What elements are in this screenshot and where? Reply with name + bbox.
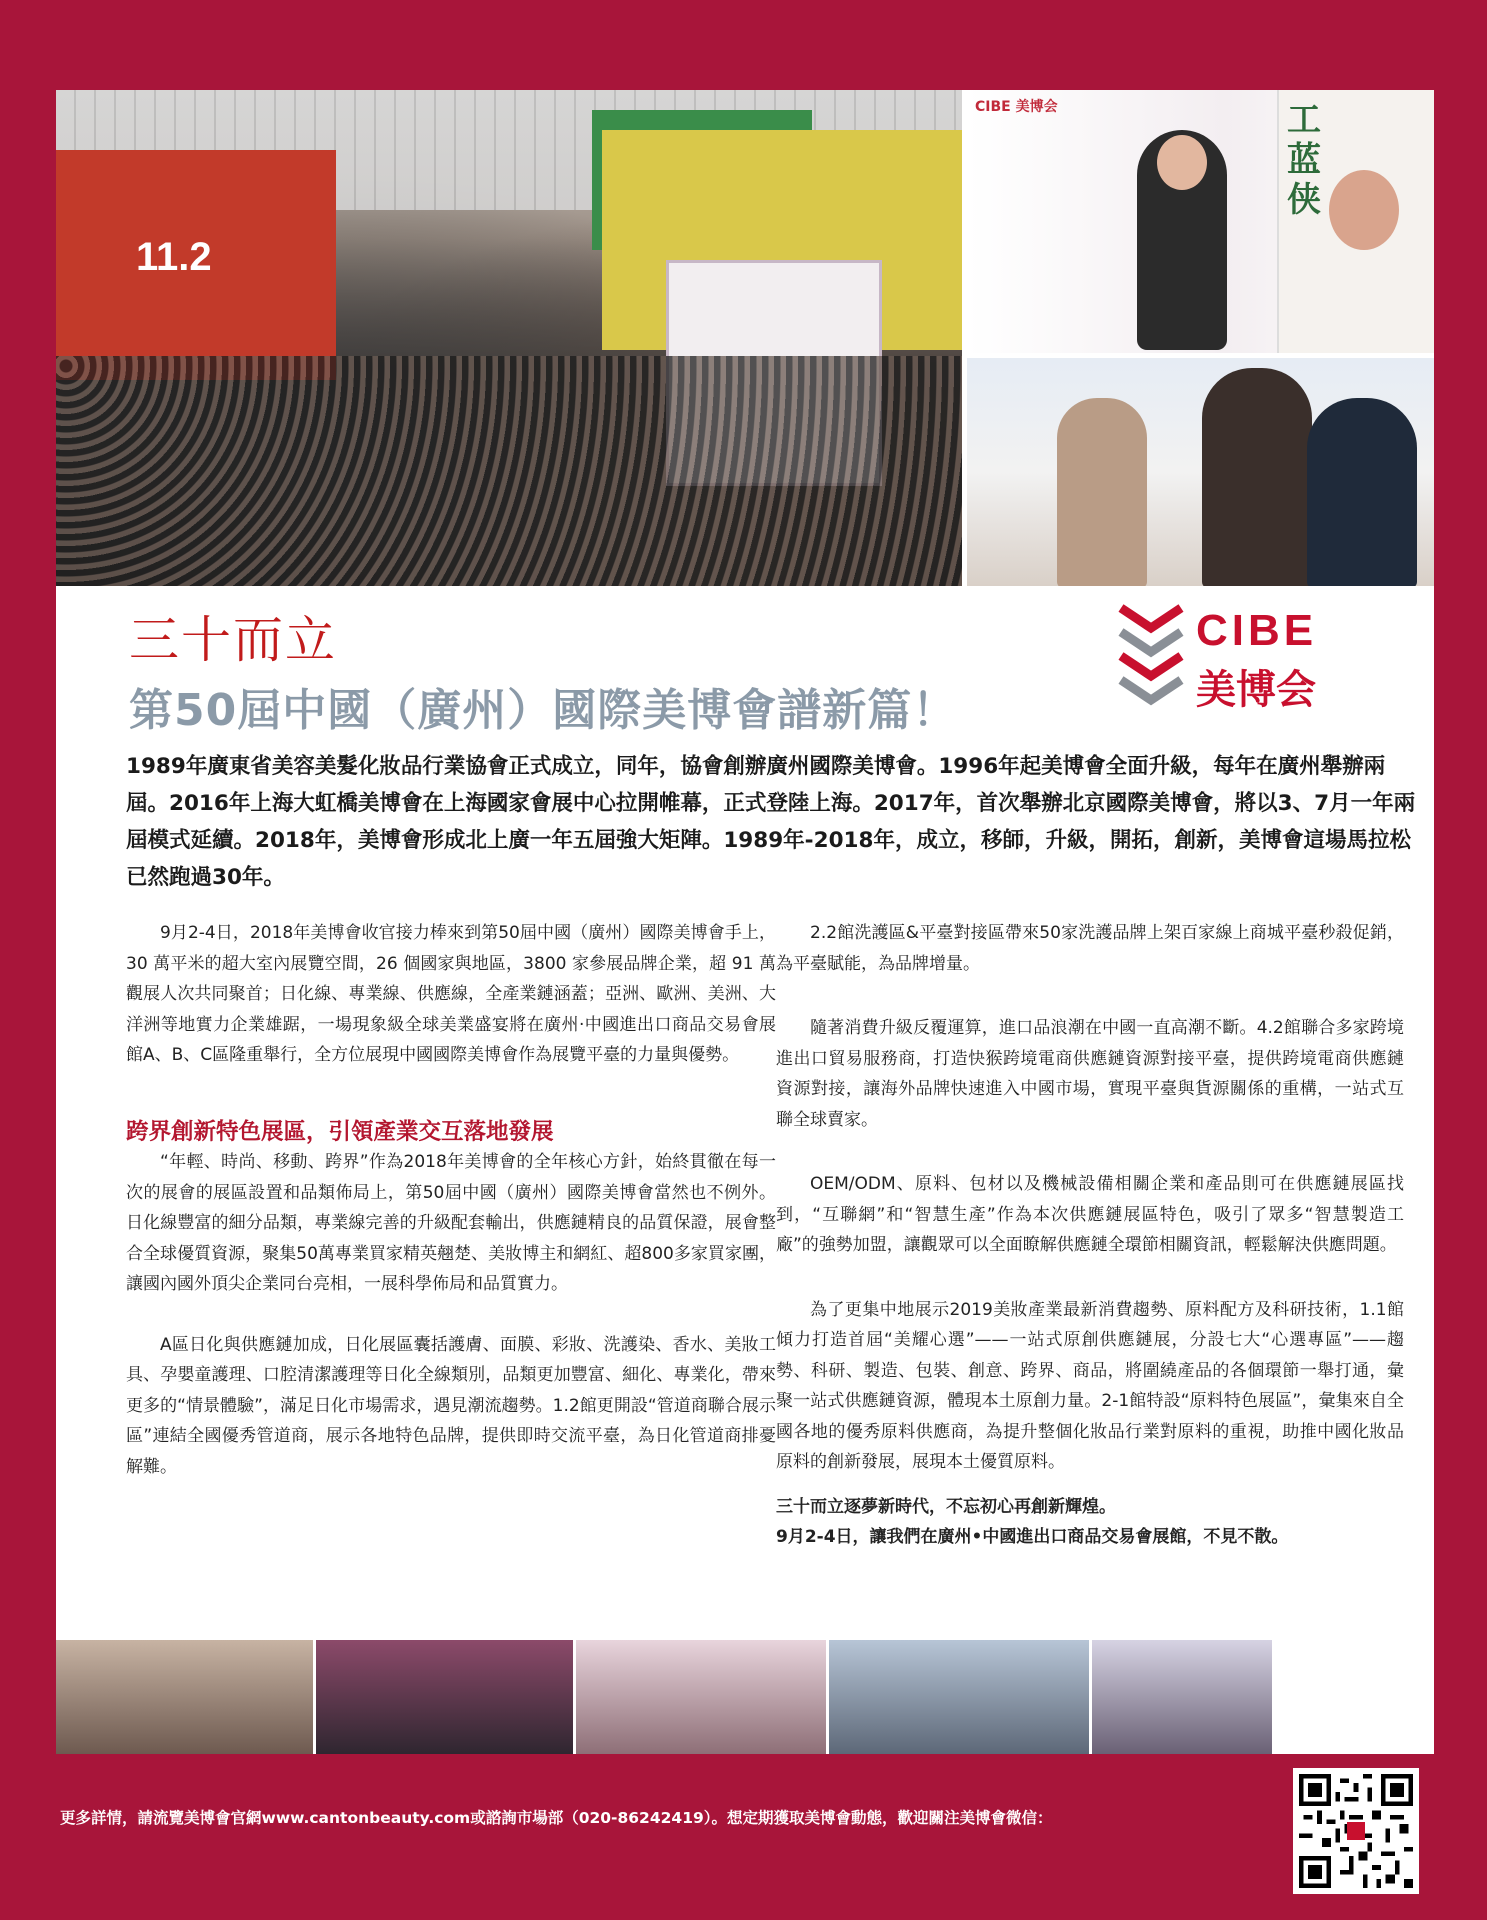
exhibition-crowd-photo (56, 90, 962, 586)
poster-text: 工蓝侠 (1287, 100, 1321, 220)
magazine-page (56, 90, 1434, 1754)
lead-paragraph: 1989年廣東省美容美髮化妝品行業協會正式成立，同年，協會創辦廣州國際美博會。1996年起美博會全面升級，每年在廣州舉辦兩屆。2016年上海大虹橋美博會在上海國家會展中心拉開帷幕，正式登陸上海。2017年，首次舉辦北京國際美博會，將以3、7月一年兩屆模式延續。2018年，美博會形成北上廣一年五屆強大矩陣。1989年-2018年，成立，移師，升級，開拓，創新，美博會這場馬拉松已然跑過30年。 (126, 754, 1416, 890)
right-paragraph-1: 2.2館洗護區&平臺對接區帶來50家洗護品牌上架百家線上商城平臺秒殺促銷，為平臺賦能，為品牌增量。 (776, 923, 1404, 974)
page-subtitle: 第50屆中國（廣州）國際美博會譜新篇！ (129, 685, 958, 736)
section-heading: 跨界創新特色展區，引領產業交互落地發展 (126, 1118, 554, 1145)
bottom-photo-strip (56, 1640, 1266, 1754)
stage-photo (316, 1640, 573, 1754)
wechat-qr-code[interactable] (1293, 1768, 1419, 1894)
left-paragraph-1: 9月2-4日，2018年美博會收官接力棒來到第50屆中國（廣州）國際美博會手上，30 萬平米的超大室內展覽空間，26 個國家與地區，3800 家參展品牌企業，超 91 萬觀展人次共同聚首；日化線、專業線、供應線，全產業鏈涵蓋；亞洲、歐洲、美洲、大洋洲等地實力企業雄踞，一場現象級全球美業盛宴將在廣州·中國進出口商品交易會展館A、B、C區隆重舉行，全方位展現中國國際美博會作為展覽平臺的力量與優勢。 (126, 923, 776, 1065)
speaker-photo (967, 90, 1434, 353)
qr-code-icon (1299, 1774, 1413, 1888)
closing-line-2: 9月2-4日，讓我們在廣州•中國進出口商品交易會展館，不見不散。 (776, 1526, 1289, 1547)
cibe-logo (1116, 600, 1376, 713)
makeup-demo-photo (576, 1640, 826, 1754)
product-display-photo (829, 1640, 1089, 1754)
right-paragraph-3: OEM/ODM、原料、包材以及機械設備相關企業和產品則可在供應鏈展區找到，“互聯網”和“智慧生產”作為本次供應鏈展區特色，吸引了眾多“智慧製造工廠”的強勢加盟，讓觀眾可以全面瞭解供應鏈全環節相關資訊，輕鬆解決供應問題。 (776, 1174, 1404, 1255)
cibe-logo-text: CIBE (1196, 606, 1318, 655)
left-column (126, 918, 776, 1482)
meeting-photo (967, 358, 1434, 586)
booth-photo (56, 1640, 313, 1754)
right-paragraph-4: 為了更集中地展示2019美妝產業最新消費趨勢、原料配方及科研技術，1.1館傾力打造首屆“美耀心選”——一站式原創供應鏈展，分設七大“心選專區”——趨勢、科研、製造、包裝、創意、跨界、商品，將圍繞產品的各個環節一舉打通，彙聚一站式供應鏈資源，體現本土原創力量。2-1館特設“原料特色展區”，彙集來自全國各地的優秀原料供應商，為提升整個化妝品行業對原料的重視，助推中國化妝品原料的創新發展，展現本土優質原料。 (776, 1299, 1404, 1472)
fashion-show-photo (1092, 1640, 1272, 1754)
right-column (776, 918, 1404, 1552)
right-paragraph-2: 隨著消費升級反覆運算，進口品浪潮在中國一直高潮不斷。4.2館聯合多家跨境進出口貿易服務商，打造快猴跨境電商供應鏈資源對接平臺，提供跨境電商供應鏈資源對接，讓海外品牌快速進入中國市場，實現平臺與貨源關係的重構，一站式互聯全球賣家。 (776, 1018, 1404, 1130)
hall-sign: 11.2 (136, 235, 212, 279)
page-title: 三十而立 (129, 611, 337, 669)
left-paragraph-2: “年輕、時尚、移動、跨界”作為2018年美博會的全年核心方針，始終貫徹在每一次的展會的展區設置和品類佈局上，第50屆中國（廣州）國際美博會當然也不例外。日化線豐富的細分品類，專業線完善的升級配套輸出，供應鏈精良的品質保證，展會整合全球優質資源，聚集50萬專業買家精英翹楚、美妝博主和網紅、超800多家買家團，讓國內國外頂尖企業同台亮相，一展科學佈局和品質實力。 (126, 1152, 776, 1294)
closing-line-1: 三十而立逐夢新時代，不忘初心再創新輝煌。 (776, 1496, 1116, 1517)
speaker-backdrop-logo: CIBE 美博会 (975, 99, 1058, 115)
cibe-chevron-icon (1116, 600, 1186, 710)
footer-contact: 更多詳情，請流覽美博會官網www.cantonbeauty.com或諮詢市場部（020-86242419）。想定期獲取美博會動態，歡迎關注美博會微信： (60, 1809, 1053, 1827)
cibe-logo-cn: 美博会 (1196, 667, 1316, 713)
left-paragraph-3: A區日化與供應鏈加成，日化展區囊括護膚、面膜、彩妝、洗護染、香水、美妝工具、孕嬰童護理、口腔清潔護理等日化全線類別，品類更加豐富、細化、專業化，帶來更多的“情景體驗”，滿足日化市場需求，遇見潮流趨勢。1.2館更開設“管道商聯合展示區”連結全國優秀管道商，展示各地特色品牌，提供即時交流平臺，為日化管道商排憂解難。 (126, 1334, 776, 1477)
